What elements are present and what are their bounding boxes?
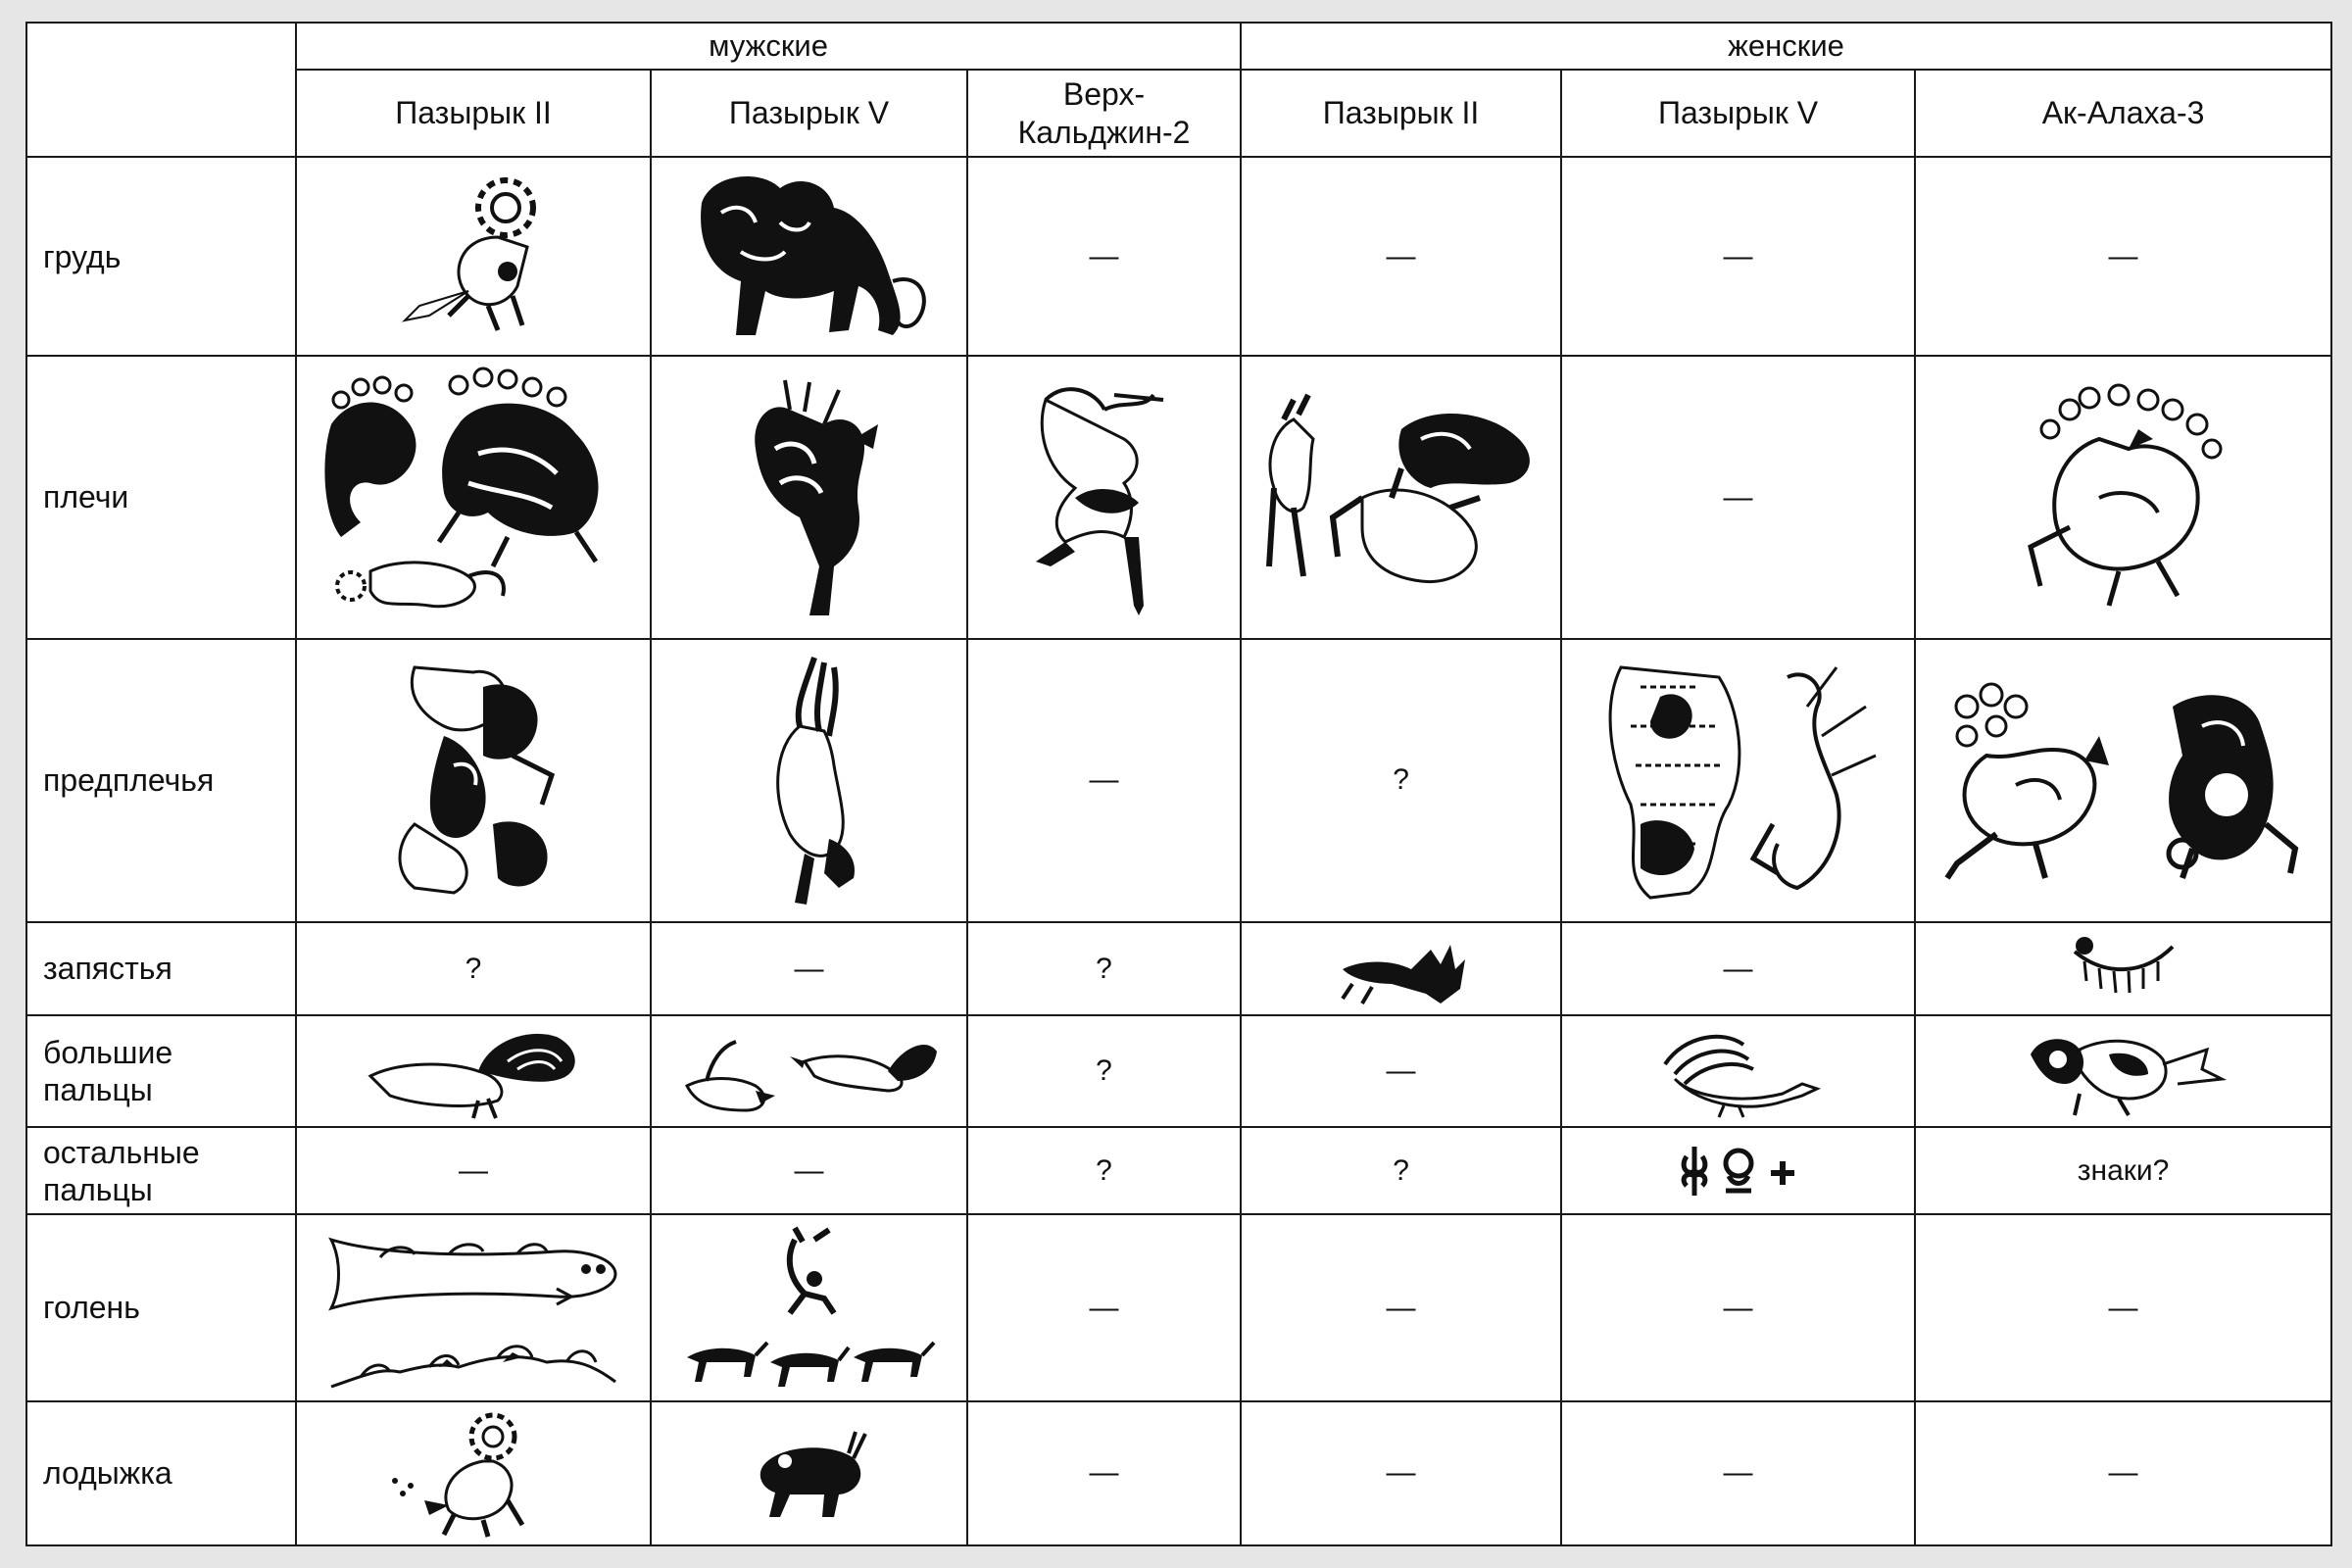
- thumb-birds-icon: [677, 1027, 942, 1115]
- row-label: голень: [26, 1214, 296, 1400]
- group-male-header: мужские: [296, 23, 1241, 70]
- tattoo-image-cell: [651, 639, 967, 922]
- tattoo-table-sheet: [25, 22, 2330, 1546]
- empty-cell: —: [296, 1127, 651, 1214]
- tattoo-image-cell: [1241, 922, 1561, 1015]
- row-label: лодыжка: [26, 1401, 296, 1545]
- empty-cell: —: [1561, 922, 1915, 1015]
- empty-cell: —: [1915, 157, 2331, 356]
- site-header: Ак-Алаха-3: [1915, 70, 2331, 157]
- wrist-band-icon: [2065, 932, 2182, 1005]
- empty-cell: —: [967, 1214, 1241, 1400]
- tattoo-image-cell: [967, 356, 1241, 638]
- empty-cell: —: [651, 1127, 967, 1214]
- site-header: Пазырык V: [651, 70, 967, 157]
- unknown-cell: ?: [967, 1127, 1241, 1214]
- shoulder-monsters-icon: [312, 366, 635, 630]
- empty-cell: —: [1561, 1214, 1915, 1400]
- corner-cell: [26, 23, 296, 157]
- table-row: [26, 1015, 2331, 1127]
- unknown-cell: ?: [967, 922, 1241, 1015]
- tattoo-image-cell: [1915, 356, 2331, 638]
- forearm-deer-pair-icon: [1928, 667, 2320, 893]
- tattoo-image-cell: [1915, 1015, 2331, 1127]
- tattoo-image-cell: [1561, 639, 1915, 922]
- group-female-header: женские: [1241, 23, 2331, 70]
- table-row: [26, 639, 2331, 922]
- tattoo-image-cell: [1915, 639, 2331, 922]
- shin-goats-icon: [677, 1220, 942, 1396]
- wrist-stag-icon: [1333, 930, 1470, 1008]
- empty-cell: —: [1561, 1401, 1915, 1545]
- tattoo-image-cell: [651, 1015, 967, 1127]
- forearm-predators-icon: [375, 648, 571, 912]
- tattoo-table: [25, 22, 2332, 1546]
- tattoo-image-cell: [296, 1015, 651, 1127]
- table-row: [26, 1127, 2331, 1214]
- forearm-horse-icon: [746, 648, 873, 912]
- tattoo-image-cell: [296, 1401, 651, 1545]
- tattoo-image-cell: [651, 1214, 967, 1400]
- thumb-fantastic-bird-icon: [2021, 1025, 2227, 1118]
- tattoo-image-cell: [651, 157, 967, 356]
- tattoo-image-cell: [1561, 1015, 1915, 1127]
- tattoo-image-cell: [1561, 1127, 1915, 1214]
- site-header: Верх- Кальджин-2: [967, 70, 1241, 157]
- chest-lion-icon: [682, 164, 937, 350]
- row-label: предплечья: [26, 639, 296, 922]
- tattoo-image-cell: [1915, 922, 2331, 1015]
- unknown-cell: ?: [1241, 1127, 1561, 1214]
- tattoo-image-cell: [1241, 356, 1561, 638]
- row-label: запястья: [26, 922, 296, 1015]
- tattoo-image-cell: [296, 356, 651, 638]
- empty-cell: —: [1241, 1214, 1561, 1400]
- tattoo-image-cell: [651, 356, 967, 638]
- tattoo-image-cell: [651, 1401, 967, 1545]
- site-header: Пазырык V: [1561, 70, 1915, 157]
- empty-cell: —: [1915, 1401, 2331, 1545]
- shin-fish-mountain-icon: [321, 1220, 625, 1396]
- table-row: [26, 157, 2331, 356]
- site-header: Пазырык II: [1241, 70, 1561, 157]
- thumb-cock-icon: [361, 1022, 586, 1120]
- row-label: грудь: [26, 157, 296, 356]
- shoulder-deer-icon: [2011, 380, 2236, 615]
- chest-griffin-icon: [390, 169, 557, 345]
- tattoo-image-cell: [296, 639, 651, 922]
- empty-cell: ?: [1241, 639, 1561, 922]
- unknown-cell: ?: [967, 1015, 1241, 1127]
- table-row: [26, 1401, 2331, 1545]
- empty-cell: —: [967, 157, 1241, 356]
- unknown-cell: ?: [296, 922, 651, 1015]
- ankle-ram-icon: [746, 1424, 873, 1522]
- empty-cell: —: [1241, 1401, 1561, 1545]
- tattoo-image-cell: [296, 157, 651, 356]
- row-label: плечи: [26, 356, 296, 638]
- forearm-dragons-icon: [1582, 648, 1895, 912]
- site-header: Пазырык II: [296, 70, 651, 157]
- signs-text-cell: знаки?: [1915, 1127, 2331, 1214]
- empty-cell: —: [1915, 1214, 2331, 1400]
- shoulder-ibex-icon: [1016, 370, 1193, 625]
- empty-cell: —: [651, 922, 967, 1015]
- table-row: [26, 922, 2331, 1015]
- empty-cell: —: [1561, 356, 1915, 638]
- table-row: [26, 1214, 2331, 1400]
- thumb-swan-icon: [1655, 1025, 1822, 1118]
- empty-cell: —: [1241, 157, 1561, 356]
- ankle-griffin-icon: [385, 1407, 562, 1540]
- table-row: [26, 356, 2331, 638]
- shoulder-animals-icon: [1254, 390, 1548, 606]
- empty-cell: —: [1561, 157, 1915, 356]
- empty-cell: —: [967, 639, 1241, 922]
- finger-signs-icon: [1675, 1142, 1802, 1200]
- row-label: большие пальцы: [26, 1015, 296, 1127]
- empty-cell: —: [1241, 1015, 1561, 1127]
- tattoo-image-cell: [296, 1214, 651, 1400]
- shoulder-griffin-icon: [731, 370, 888, 625]
- empty-cell: —: [967, 1401, 1241, 1545]
- row-label: остальные пальцы: [26, 1127, 296, 1214]
